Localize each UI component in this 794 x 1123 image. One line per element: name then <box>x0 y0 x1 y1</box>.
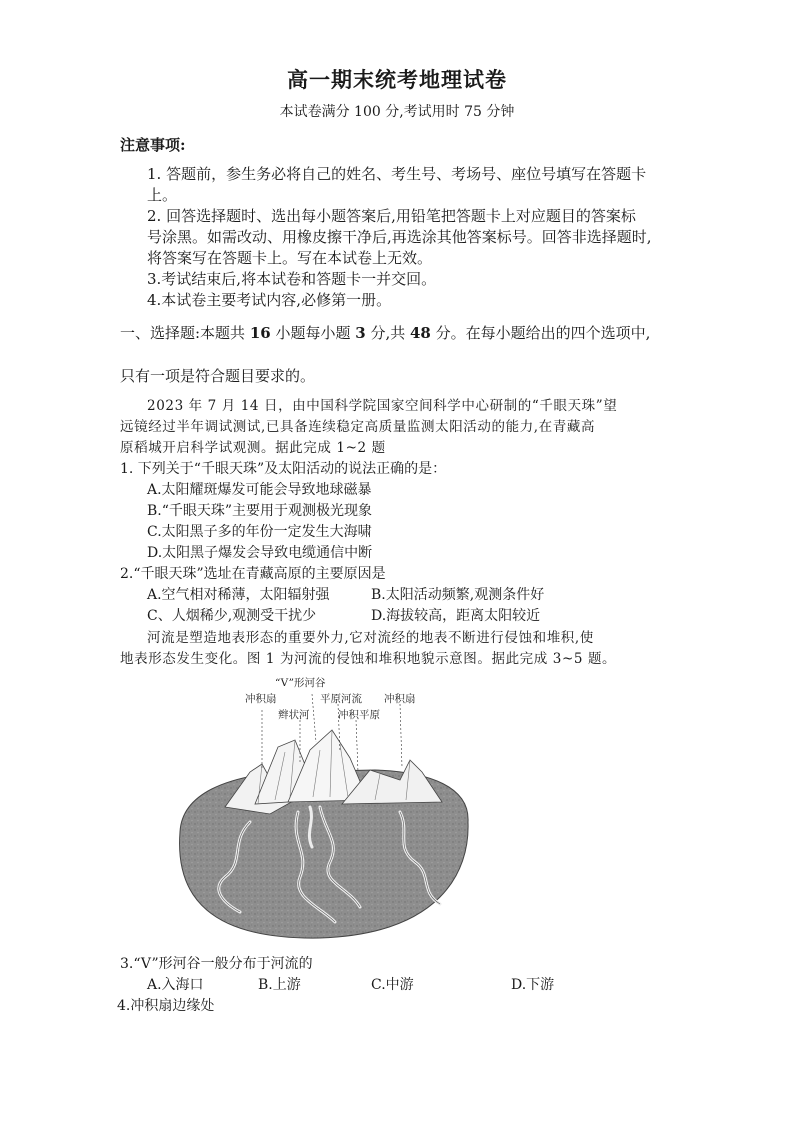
notice-line: 将答案写在答题卡上。写在本试卷上无效。 <box>147 249 433 267</box>
question-3-option-a: A.入海口 <box>147 977 204 993</box>
notice-heading: 注意事项: <box>120 136 186 154</box>
passage-line: 地表形态发生变化。图 1 为河流的侵蚀和堆积地貌示意图。据此完成 3~5 题。 <box>120 651 617 667</box>
notice-line: 1. 答题前，参生务必将自己的姓名、考生号、考场号、座位号填写在答题卡 <box>147 165 647 183</box>
notice-line: 上。 <box>147 186 178 204</box>
question-2-option-d: D.海拔较高，距离太阳较近 <box>371 608 541 624</box>
question-1-stem: 1. 下列关于“千眼天珠”及太阳活动的说法正确的是： <box>120 461 447 477</box>
label-alluvial-plain: 冲积平原 <box>338 709 380 721</box>
question-1-option-d: D.太阳黑子爆发会导致电缆通信中断 <box>147 545 373 561</box>
notice-line: 2. 回答选择题时、选出每小题答案后,用铅笔把答题卡上对应题目的答案标 <box>147 207 636 225</box>
notice-line: 号涂黑。如需改动、用橡皮擦干净后,再选涂其他答案标号。回答非选择题时, <box>147 228 652 246</box>
page-title: 高一期末统考地理试卷 <box>287 67 507 92</box>
section-heading: 一、选择题:本题共 16 小题每小题 3 分,共 48 分。在每小题给出的四个选项中, <box>120 324 651 342</box>
question-1-option-a: A.太阳耀斑爆发可能会导致地球磁暴 <box>147 482 372 498</box>
label-plain-river: 平原河流 <box>320 693 362 705</box>
passage-line: 河流是塑造地表形态的重要外力,它对流经的地表不断进行侵蚀和堆积,使 <box>147 630 594 646</box>
question-1-option-c: C.太阳黑子多的年份一定发生大海啸 <box>147 524 372 540</box>
page-subtitle: 本试卷满分 100 分,考试用时 75 分钟 <box>279 104 515 120</box>
label-v-valley: “V”形河谷 <box>275 677 326 689</box>
question-2-option-c: C、人烟稀少,观测受干扰少 <box>147 608 317 624</box>
label-alluvial-fan-right: 冲积扇 <box>384 693 416 705</box>
question-2-stem: 2.“千眼天珠”选址在青藏高原的主要原因是 <box>120 566 386 582</box>
question-3-option-c: C.中游 <box>371 977 414 993</box>
passage-line: 远镜经过半年调试测试,已具备连续稳定高质量监测太阳活动的能力,在青藏高 <box>120 419 596 435</box>
passage-line: 原稻城开启科学试观测。据此完成 1~2 题 <box>120 440 386 456</box>
label-alluvial-fan-left: 冲积扇 <box>245 693 277 705</box>
section-heading-line2: 只有一项是符合题目要求的。 <box>120 367 316 385</box>
notice-line: 4.本试卷主要考试内容,必修第一册。 <box>147 291 392 309</box>
question-3-option-b: B.上游 <box>258 977 301 993</box>
river-landform-diagram <box>170 672 475 944</box>
question-3-option-d: D.下游 <box>511 977 555 993</box>
question-1-option-b: B.“千眼天珠”主要用于观测极光现象 <box>147 503 373 519</box>
passage-line: 2023 年 7 月 14 日，由中国科学院国家空间科学中心研制的“千眼天珠”望 <box>147 398 618 414</box>
question-2-option-b: B.太阳活动频繁,观测条件好 <box>371 587 545 603</box>
question-2-option-a: A.空气相对稀薄，太阳辐射强 <box>147 587 330 603</box>
notice-line: 3.考试结束后,将本试卷和答题卡一并交回。 <box>147 270 437 288</box>
label-braided-river: 辫状河 <box>278 709 310 721</box>
question-3-stem: 3.“V”形河谷一般分布于河流的 <box>120 956 313 972</box>
question-4-stem: 4.冲积扇边缘处 <box>117 998 215 1014</box>
